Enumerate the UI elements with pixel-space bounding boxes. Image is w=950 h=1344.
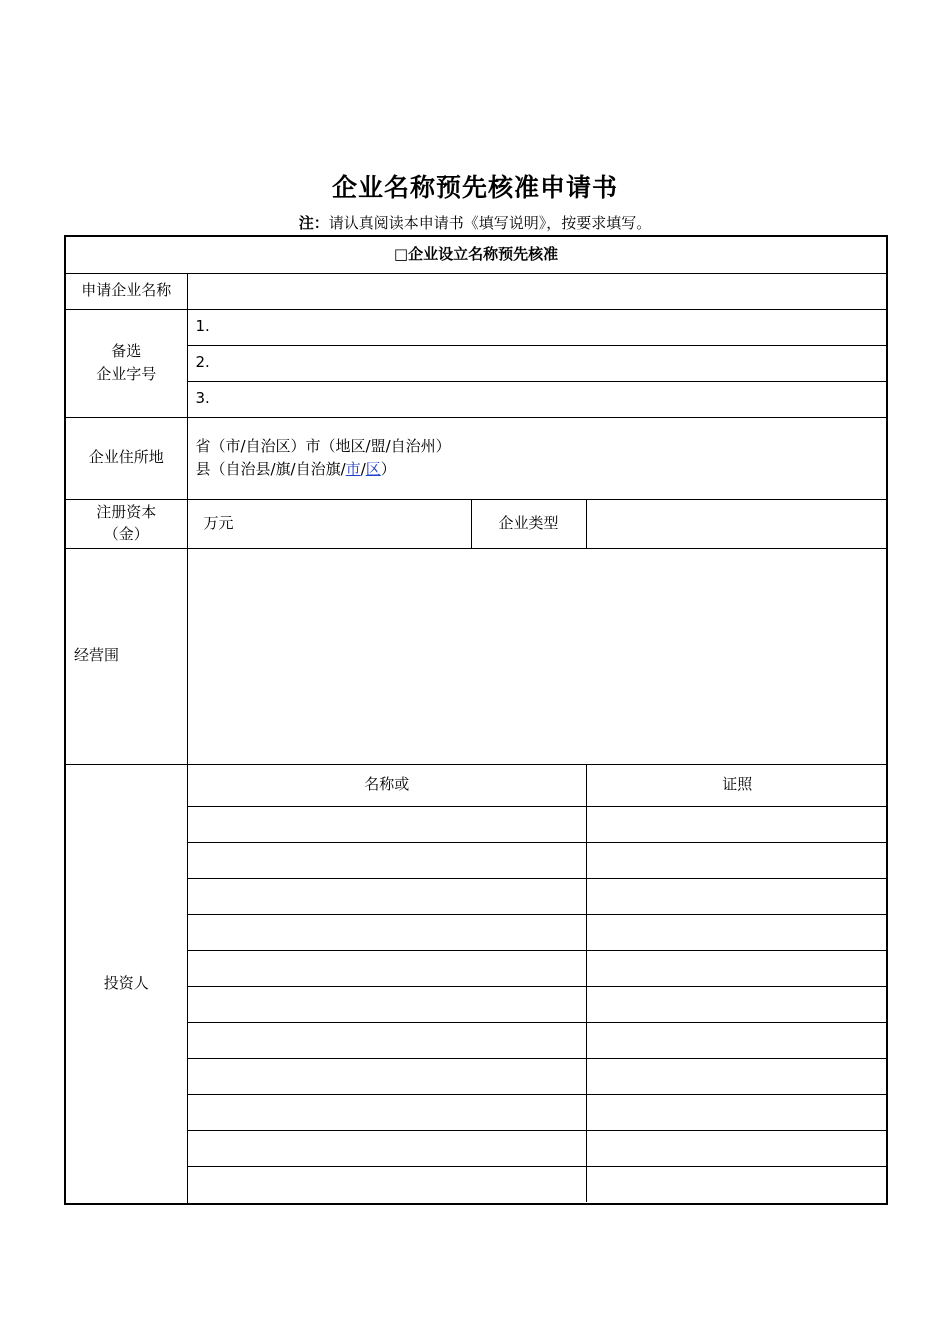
investor-name-cell[interactable]	[188, 878, 587, 914]
address-line-2-suffix: ）	[380, 460, 396, 478]
investor-cert-cell[interactable]	[587, 950, 888, 986]
note-body: 请认真阅读本申请书《填写说明》，按要求填写。	[328, 214, 652, 232]
note-label: 注：	[298, 214, 329, 232]
section-header: □企业设立名称预先核准	[65, 236, 887, 273]
company-type-field[interactable]	[586, 499, 887, 548]
company-type-label: 企业类型	[471, 499, 586, 548]
alt-name-number: 2.	[195, 353, 210, 372]
address-line-2	[196, 458, 887, 481]
alt-name-field-3[interactable]	[187, 381, 887, 417]
investor-row	[188, 878, 888, 914]
investor-name-cell[interactable]	[188, 1130, 587, 1166]
investor-name-cell[interactable]	[188, 1094, 587, 1130]
investor-name-cell[interactable]	[188, 950, 587, 986]
investor-cert-cell[interactable]	[587, 986, 888, 1022]
address-line-2-prefix: 县（自治县/旗/自治旗/	[195, 460, 346, 478]
district-link[interactable]: 区	[365, 460, 381, 478]
investor-label: 投资人	[65, 764, 187, 1204]
investor-cert-cell[interactable]	[587, 1094, 888, 1130]
capital-label-line2: （金）	[103, 524, 149, 543]
investor-header-name: 名称或	[188, 765, 587, 807]
business-scope-label: 经营围	[65, 548, 187, 764]
investor-cert-cell[interactable]	[587, 914, 888, 950]
investor-cert-cell[interactable]	[587, 1022, 888, 1058]
investor-row	[188, 1094, 888, 1130]
application-form	[64, 235, 888, 1205]
address-line-1: 省（市/自治区）市（地区/盟/自治州）	[195, 436, 451, 455]
investor-name-cell[interactable]	[188, 986, 587, 1022]
alt-name-number: 1.	[195, 317, 210, 336]
capital-label-line1: 注册资本	[96, 502, 157, 521]
investor-cert-cell[interactable]	[587, 878, 888, 914]
investor-table-cell	[187, 764, 887, 1204]
address-separator: /	[360, 460, 366, 478]
company-name-field[interactable]	[187, 273, 887, 309]
alt-names-label	[65, 309, 187, 417]
investor-cert-cell[interactable]	[587, 1130, 888, 1166]
investor-cert-cell[interactable]	[587, 842, 888, 878]
investor-name-cell[interactable]	[188, 842, 587, 878]
investor-row	[188, 950, 888, 986]
alt-names-label-line1: 备选	[111, 341, 142, 360]
investor-name-cell[interactable]	[188, 806, 587, 842]
investor-name-cell[interactable]	[188, 914, 587, 950]
investor-name-cell[interactable]	[188, 1022, 587, 1058]
investor-name-cell[interactable]	[188, 1166, 587, 1202]
capital-unit: 万元	[203, 513, 234, 532]
investor-row	[188, 1130, 888, 1166]
capital-label	[65, 499, 187, 548]
address-field[interactable]	[187, 417, 887, 499]
company-name-label: 申请企业名称	[65, 273, 187, 309]
alt-name-number: 3.	[195, 389, 210, 408]
investor-table	[188, 765, 888, 1202]
investor-cert-cell[interactable]	[587, 806, 888, 842]
investor-row	[188, 842, 888, 878]
investor-row	[188, 1166, 888, 1202]
investor-cert-cell[interactable]	[587, 1058, 888, 1094]
investor-row	[188, 986, 888, 1022]
capital-field[interactable]	[187, 499, 471, 548]
investor-header-cert: 证照	[587, 765, 888, 807]
note-text	[0, 212, 950, 233]
city-link[interactable]: 市	[345, 460, 361, 478]
alt-name-field-2[interactable]	[187, 345, 887, 381]
investor-row	[188, 1022, 888, 1058]
business-scope-field[interactable]	[187, 548, 887, 764]
alt-name-field-1[interactable]	[187, 309, 887, 345]
page-title: 企业名称预先核准申请书	[331, 173, 618, 202]
investor-row	[188, 914, 888, 950]
investor-row	[188, 806, 888, 842]
investor-name-cell[interactable]	[188, 1058, 587, 1094]
address-label: 企业住所地	[65, 417, 187, 499]
alt-names-label-line2: 企业字号	[96, 365, 157, 383]
investor-cert-cell[interactable]	[587, 1166, 888, 1202]
investor-row	[188, 1058, 888, 1094]
